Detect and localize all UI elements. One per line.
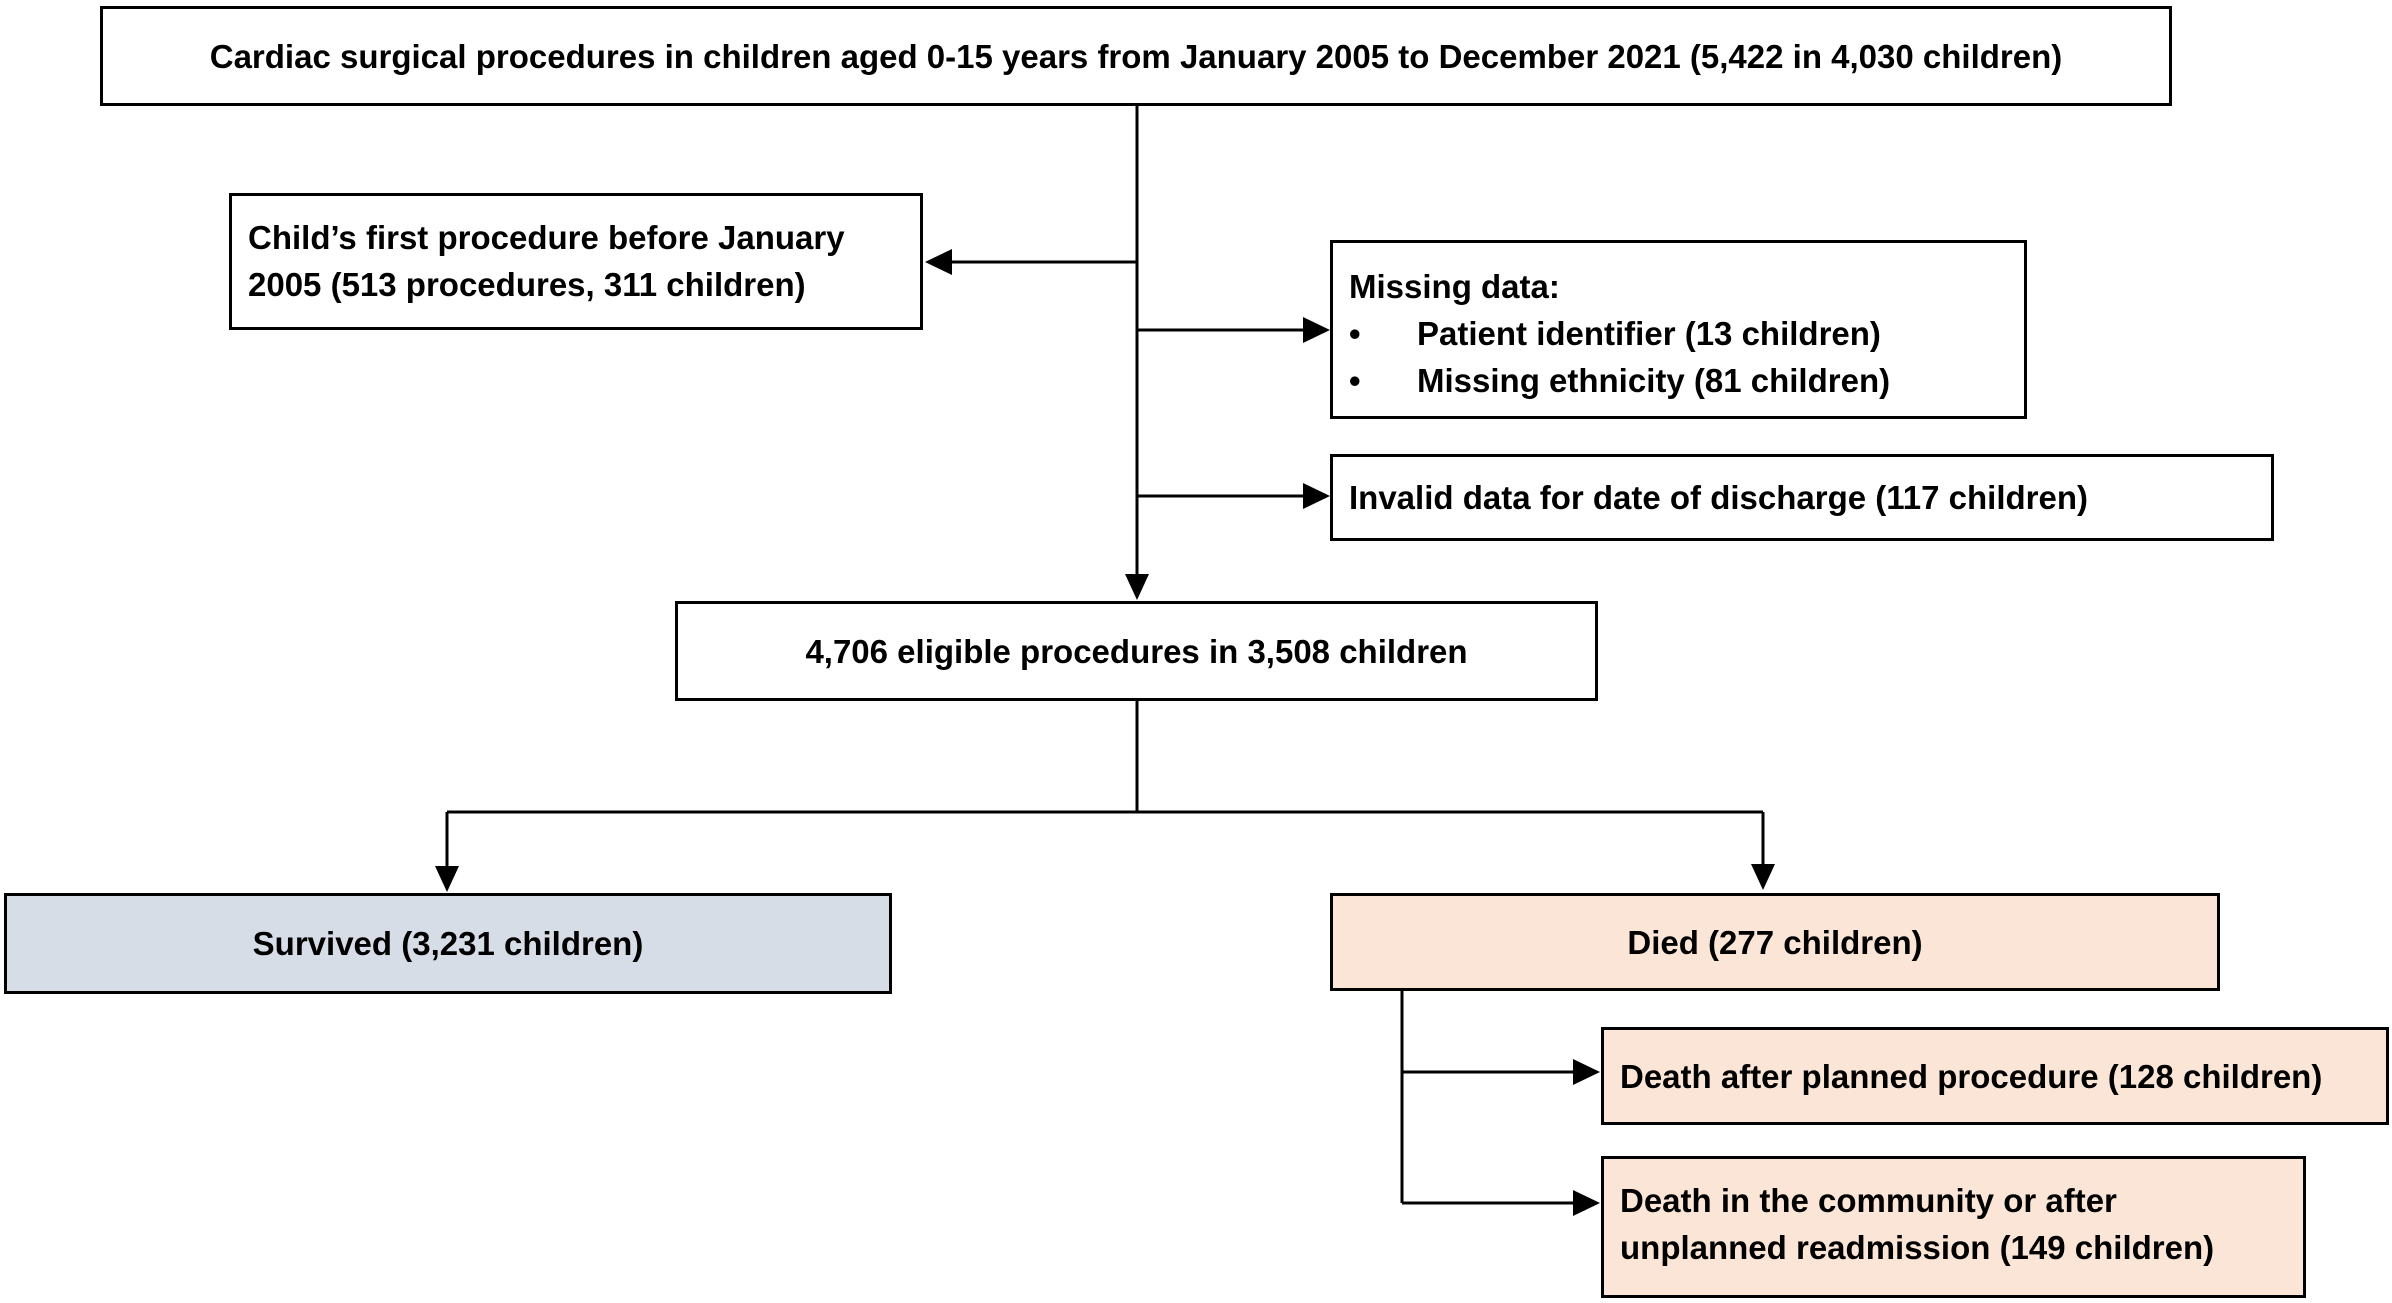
total-procedures-text: Cardiac surgical procedures in children aged 0-15 years from January 2005 to December 2021 (5,422 in 4,030 children) xyxy=(209,37,2063,75)
total-procedures-box xyxy=(100,6,2172,106)
missing-ethnicity: Missing ethnicity (81 children) xyxy=(1417,362,1891,399)
survived-text: Survived (3,231 children) xyxy=(252,925,644,962)
first-procedure-line-2: 2005 (513 procedures, 311 children) xyxy=(248,266,806,303)
arrowhead-survived xyxy=(435,866,459,892)
death-community-box xyxy=(1601,1156,2306,1298)
survived-box xyxy=(4,893,892,994)
missing-data-box xyxy=(1330,240,2027,419)
eligible-procedures-text: 4,706 eligible procedures in 3,508 children xyxy=(805,632,1468,670)
arrowhead-missing-data xyxy=(1303,317,1330,343)
trunk-arrowhead xyxy=(1125,574,1149,600)
death-community-line-1: Death in the community or after xyxy=(1620,1182,2117,1219)
arrowhead-died xyxy=(1751,864,1775,890)
arrowhead-death-planned xyxy=(1573,1059,1600,1085)
missing-patient-identifier: Patient identifier (13 children) xyxy=(1417,315,1881,352)
bullet-icon: • xyxy=(1349,315,1361,352)
missing-data-item xyxy=(1349,310,2008,357)
death-planned-text: Death after planned procedure (128 children) xyxy=(1620,1057,2323,1095)
arrowhead-invalid-data xyxy=(1303,483,1330,509)
died-box xyxy=(1330,893,2220,991)
arrowhead-first-procedure xyxy=(925,249,952,275)
invalid-discharge-text: Invalid data for date of discharge (117 children) xyxy=(1349,479,2089,516)
arrowhead-death-community xyxy=(1573,1190,1600,1216)
first-procedure-line-1: Child’s first procedure before January xyxy=(248,219,845,256)
died-text: Died (277 children) xyxy=(1627,923,1923,961)
missing-data-item xyxy=(1349,357,2008,404)
bullet-icon: • xyxy=(1349,362,1361,399)
death-community-line-2: unplanned readmission (149 children) xyxy=(1620,1229,2215,1266)
eligible-procedures-box xyxy=(675,601,1598,701)
first-procedure-exclusion-box xyxy=(229,193,923,330)
death-planned-box xyxy=(1601,1027,2389,1125)
missing-data-title: Missing data: xyxy=(1349,268,1560,305)
invalid-discharge-box xyxy=(1330,454,2274,541)
